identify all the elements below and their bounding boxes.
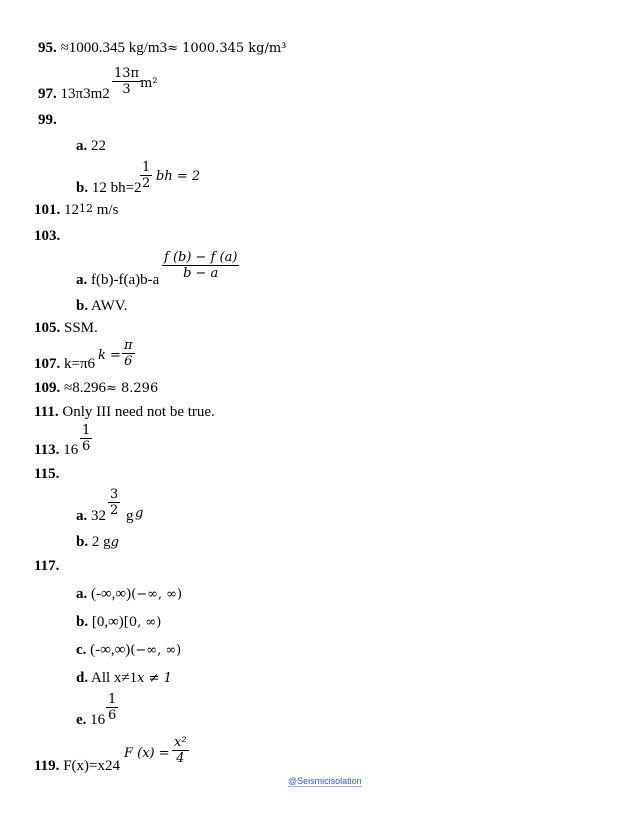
item-letter: b. bbox=[76, 614, 89, 630]
answer-117b bbox=[76, 614, 161, 631]
answer-109 bbox=[34, 380, 158, 397]
fraction-denominator: 2 bbox=[110, 503, 119, 518]
answer-unit: m/s bbox=[93, 202, 119, 218]
fraction-numerator: 1 bbox=[82, 423, 91, 438]
answer-text: (-∞,∞) bbox=[86, 642, 131, 658]
answer-text: 32 bbox=[87, 508, 106, 524]
item-letter: a. bbox=[76, 508, 88, 524]
item-number: 105. bbox=[34, 320, 61, 336]
item-number: 107. bbox=[34, 356, 61, 372]
fraction-numerator: f (b) − f (a) bbox=[164, 250, 238, 265]
fraction-denominator: 3 bbox=[122, 82, 131, 97]
item-number: 119. bbox=[34, 758, 60, 774]
math-symbol: g bbox=[135, 506, 144, 521]
fraction-denominator: 6 bbox=[108, 708, 117, 723]
answer-103a bbox=[76, 272, 159, 289]
answer-text: [0,∞) bbox=[88, 614, 124, 630]
item-number: 115. bbox=[34, 466, 60, 482]
math-fraction bbox=[108, 487, 120, 518]
math-fraction bbox=[106, 692, 118, 723]
answer-text: ≈1000.345 kg/m3 bbox=[56, 40, 168, 56]
math-rendered: (−∞, ∞) bbox=[130, 643, 182, 658]
answer-117 bbox=[34, 558, 59, 575]
answer-text: k=π6 bbox=[60, 356, 96, 372]
item-number: 99. bbox=[38, 112, 57, 128]
math-unit: m² bbox=[140, 76, 158, 91]
answer-text: 2 g bbox=[88, 534, 111, 550]
item-letter: d. bbox=[76, 670, 89, 686]
item-letter: b. bbox=[76, 298, 89, 314]
answer-97 bbox=[38, 86, 110, 103]
math-fraction bbox=[112, 66, 141, 97]
answer-unit: g bbox=[126, 508, 134, 524]
fraction-numerator: 3 bbox=[110, 487, 119, 502]
item-number: 97. bbox=[38, 86, 57, 102]
math-small: 12 bbox=[79, 202, 93, 215]
fraction-denominator: 4 bbox=[176, 751, 185, 766]
answer-103b bbox=[76, 298, 127, 315]
answer-text: ≈8.296 bbox=[60, 380, 106, 396]
item-number: 109. bbox=[34, 380, 61, 396]
answer-95 bbox=[38, 40, 286, 57]
answer-text: All x≠1 bbox=[88, 670, 138, 686]
answer-99b bbox=[76, 180, 142, 197]
answer-text: 13π3m2 bbox=[56, 86, 110, 102]
answer-text: 16 bbox=[59, 442, 79, 458]
answer-text: f(b)-f(a)b-a bbox=[87, 272, 160, 288]
answer-text: AWV. bbox=[88, 298, 128, 314]
item-letter: a. bbox=[76, 586, 88, 602]
item-letter: a. bbox=[76, 138, 88, 154]
fraction-numerator: 13π bbox=[114, 66, 140, 81]
item-number: 113. bbox=[34, 442, 60, 458]
fraction-numerator: 1 bbox=[142, 160, 151, 175]
math-rendered: ≈ 1000.345 kg/m³ bbox=[167, 41, 287, 56]
answer-111 bbox=[34, 404, 215, 421]
fraction-denominator: b − a bbox=[183, 266, 219, 281]
math-fraction bbox=[172, 735, 189, 766]
answer-115a bbox=[76, 508, 106, 525]
item-letter: c. bbox=[76, 642, 87, 658]
answer-101 bbox=[34, 202, 118, 219]
answer-text: 12 bh=2 bbox=[88, 180, 142, 196]
math-rendered: ≈ 8.296 bbox=[105, 381, 159, 396]
answer-text: (-∞,∞) bbox=[87, 586, 132, 602]
math-fraction bbox=[162, 250, 239, 281]
answer-103 bbox=[34, 228, 60, 245]
answer-117e bbox=[76, 712, 105, 729]
answer-117a bbox=[76, 586, 182, 603]
math-rendered: [0, ∞) bbox=[123, 615, 162, 630]
math-symbol: g bbox=[110, 535, 119, 550]
fraction-denominator: 6 bbox=[124, 354, 133, 369]
math-fraction bbox=[140, 160, 152, 191]
answer-105 bbox=[34, 320, 98, 337]
item-number: 111. bbox=[34, 404, 59, 420]
item-number: 103. bbox=[34, 228, 61, 244]
item-letter: e. bbox=[76, 712, 87, 728]
item-number: 95. bbox=[38, 40, 57, 56]
answer-text: 22 bbox=[87, 138, 106, 154]
answer-text: Only III need not be true. bbox=[58, 404, 215, 420]
math-fraction bbox=[80, 423, 92, 454]
math-rendered: (−∞, ∞) bbox=[131, 587, 183, 602]
math-rendered: x ≠ 1 bbox=[137, 671, 172, 686]
watermark-link[interactable]: @Seismicisolation bbox=[288, 776, 362, 786]
answer-99a bbox=[76, 138, 106, 155]
answer-99 bbox=[38, 112, 57, 129]
answer-117d bbox=[76, 670, 172, 687]
answer-119 bbox=[34, 758, 120, 775]
answer-115 bbox=[34, 466, 59, 483]
answer-107 bbox=[34, 356, 95, 373]
item-letter: a. bbox=[76, 272, 88, 288]
item-letter: b. bbox=[76, 534, 89, 550]
answer-113 bbox=[34, 442, 78, 459]
answer-text: F(x)=x24 bbox=[59, 758, 120, 774]
math-expression: bh = 2 bbox=[156, 169, 201, 184]
item-number: 101. bbox=[34, 202, 61, 218]
fraction-numerator: x² bbox=[174, 735, 187, 750]
answer-text: 16 bbox=[86, 712, 106, 728]
fraction-numerator: 1 bbox=[108, 692, 117, 707]
item-number: 117. bbox=[34, 558, 60, 574]
math-fraction bbox=[122, 338, 135, 369]
math-expression: k = bbox=[98, 348, 121, 363]
fraction-numerator: π bbox=[124, 338, 133, 353]
answer-text: SSM. bbox=[60, 320, 98, 336]
answer-115b bbox=[76, 534, 119, 551]
item-letter: b. bbox=[76, 180, 89, 196]
fraction-denominator: 2 bbox=[142, 176, 151, 191]
answer-117c bbox=[76, 642, 181, 659]
fraction-denominator: 6 bbox=[82, 439, 91, 454]
answer-text: 12 bbox=[60, 202, 79, 218]
math-expression: F (x) = bbox=[124, 746, 170, 761]
